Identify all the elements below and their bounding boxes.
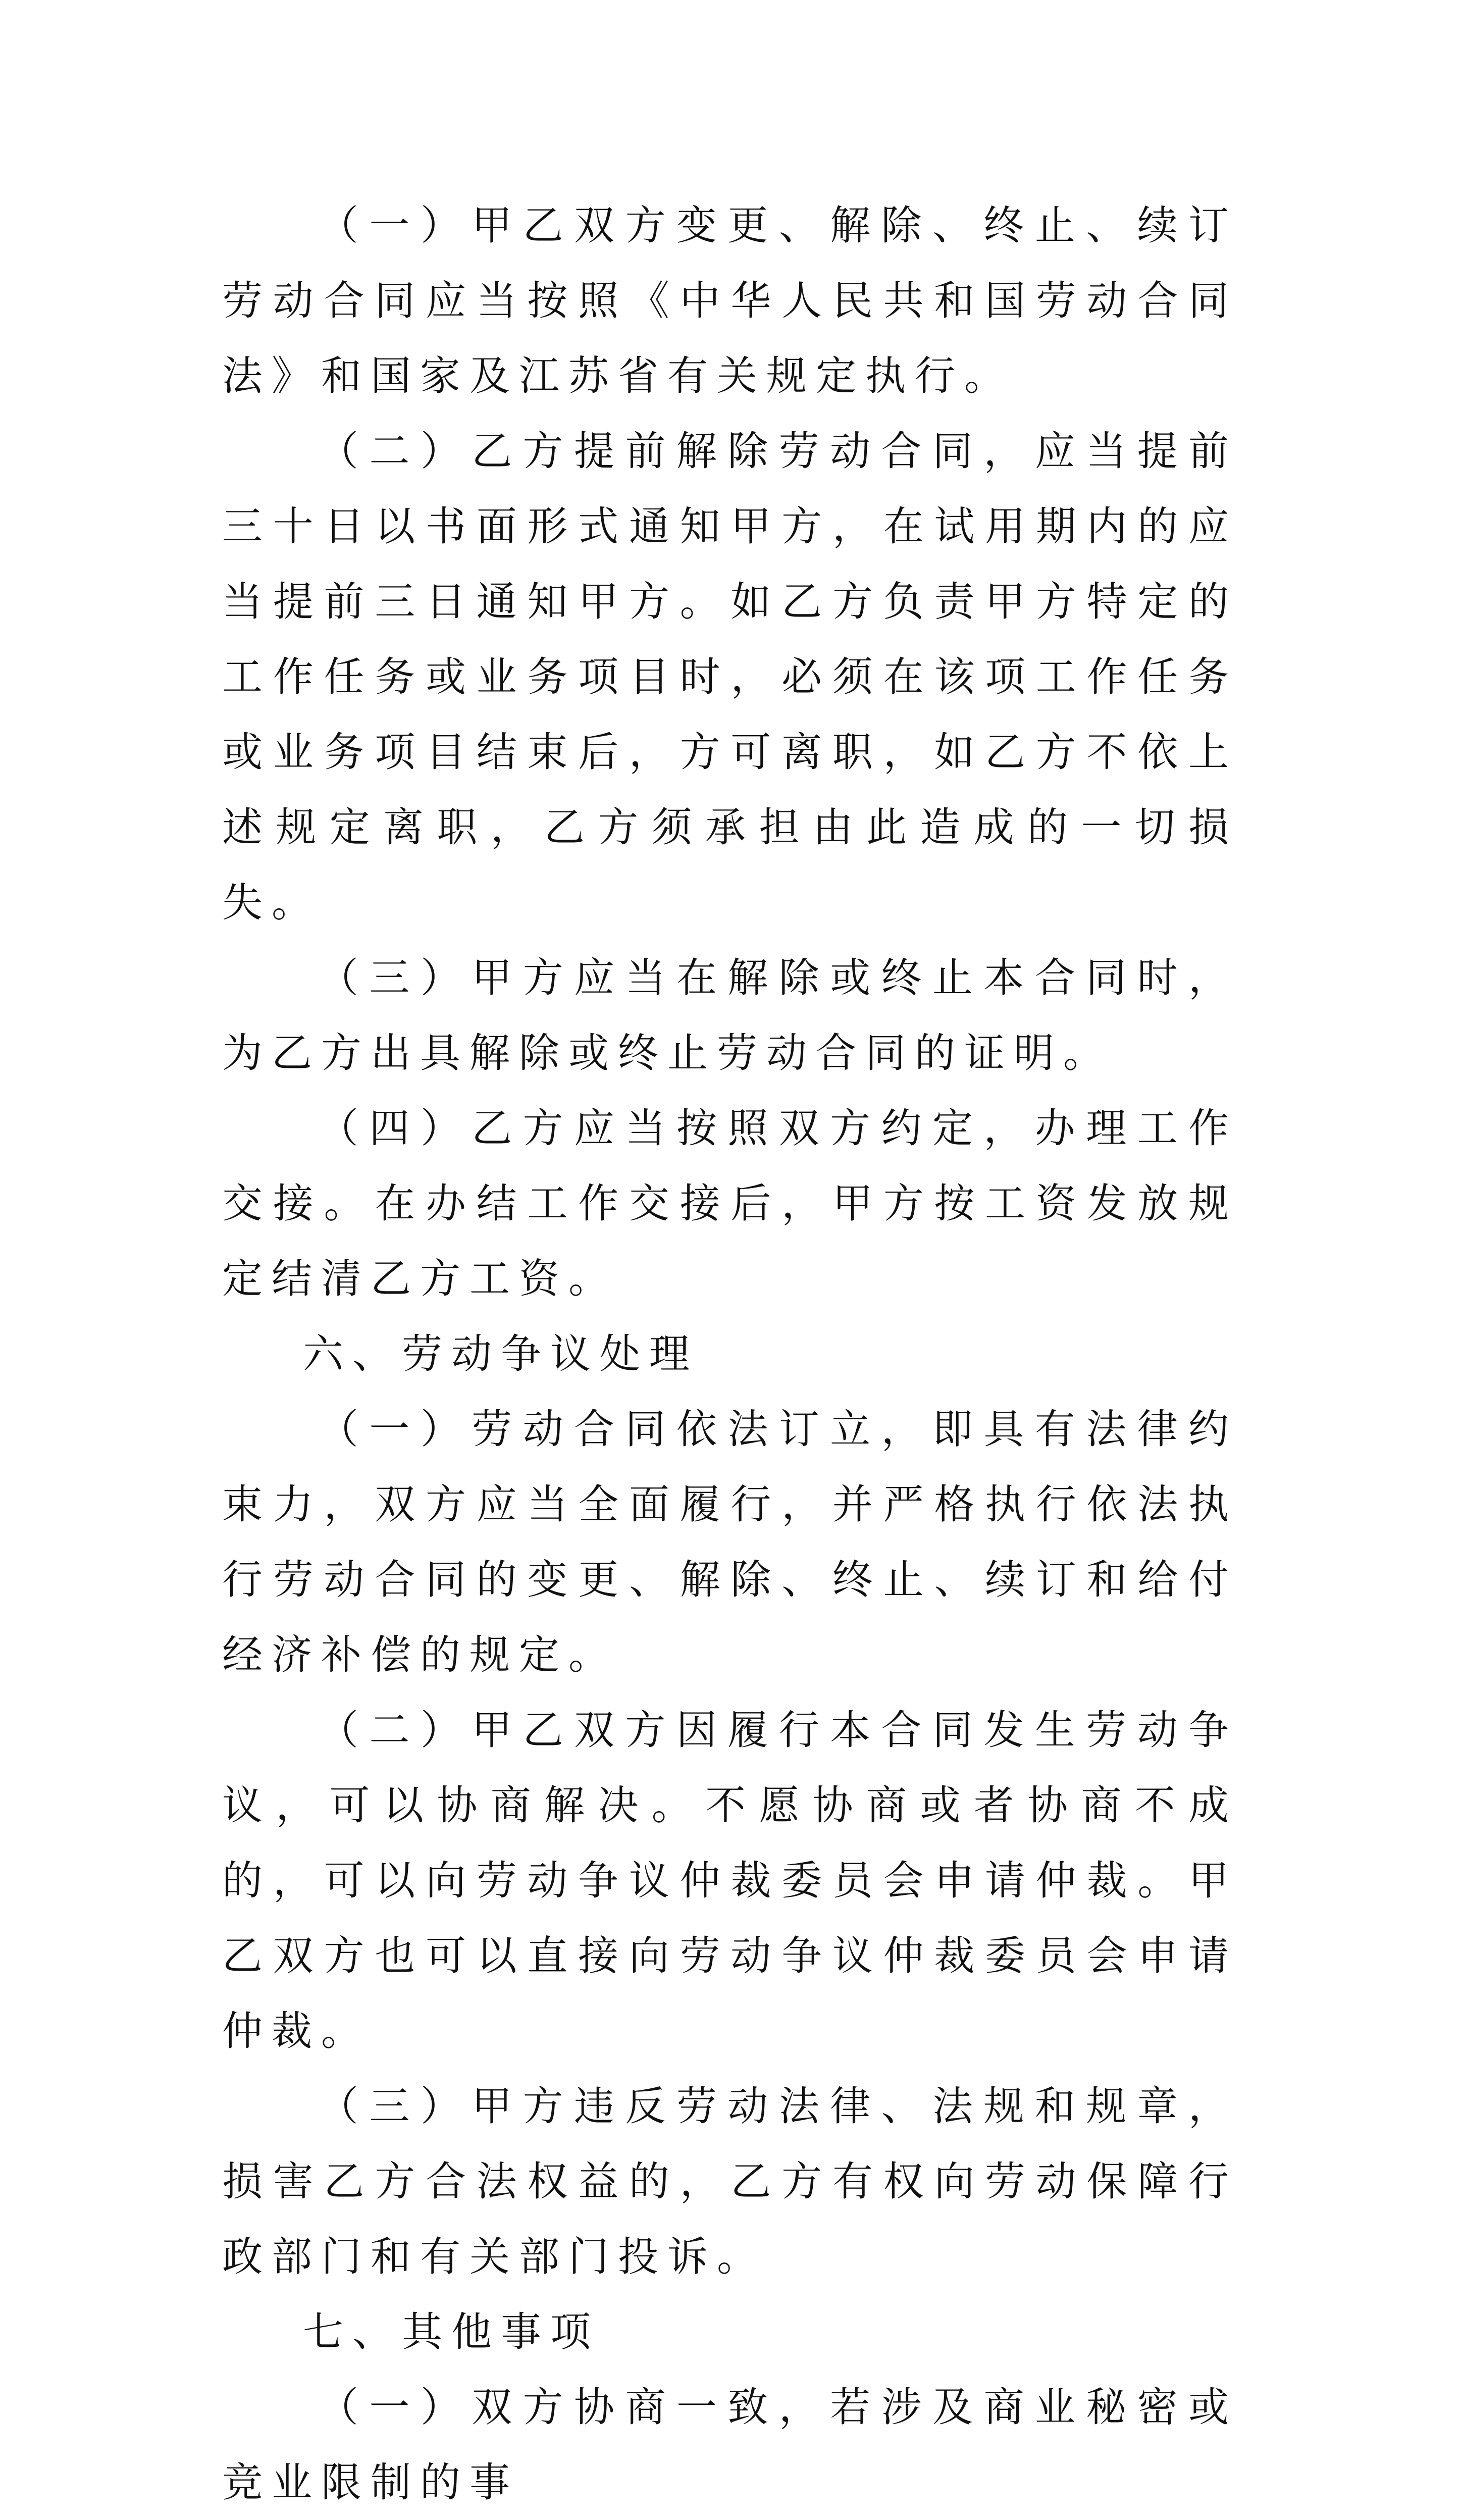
document-body [222,188,1238,2520]
clause-paragraph: （三）甲方应当在解除或终止本合同时，为乙方出具解除或终止劳动合同的证明。 [222,954,1238,1076]
section-heading: 六、劳动争议处理 [303,1330,699,1377]
clause-paragraph: （四）乙方应当按照双方约定，办理工作交接。在办结工作交接后，甲方按工资发放规定结清乙方工资。 [222,1105,1238,1302]
clause-paragraph: （三）甲方违反劳动法律、法规和规章，损害乙方合法权益的，乙方有权向劳动保障行政部门和有关部门投诉。 [222,2083,1238,2280]
clause-paragraph: （一）双方协商一致，若涉及商业秘密或竞业限制的事 [222,2384,1238,2506]
clause-paragraph: （一）甲乙双方变更、解除、终止、续订劳动合同应当按照《中华人民共和国劳动合同法》和国家及江苏省有关规定执行。 [222,202,1238,399]
clause-paragraph: （一）劳动合同依法订立，即具有法律约束力，双方应当全面履行，并严格执行依法执行劳动合同的变更、解除、终止、续订和给付经济补偿的规定。 [222,1406,1238,1678]
clause-paragraph: （二）甲乙双方因履行本合同发生劳动争议，可以协商解决。不愿协商或者协商不成的，可以向劳动争议仲裁委员会申请仲裁。甲乙双方也可以直接向劳动争议仲裁委员会申请仲裁。 [222,1707,1238,2054]
section-heading: 七、其他事项 [303,2308,600,2355]
clause-paragraph: （二）乙方提前解除劳动合同，应当提前三十日以书面形式通知甲方，在试用期内的应当提前三日通知甲方。如乙方负责甲方特定的工作任务或业务项目时，必须在该项工作任务或业务项目结束后，方可离职，如乙方不依上述规定离职，乙方须承担由此造成的一切损失。 [222,428,1238,926]
